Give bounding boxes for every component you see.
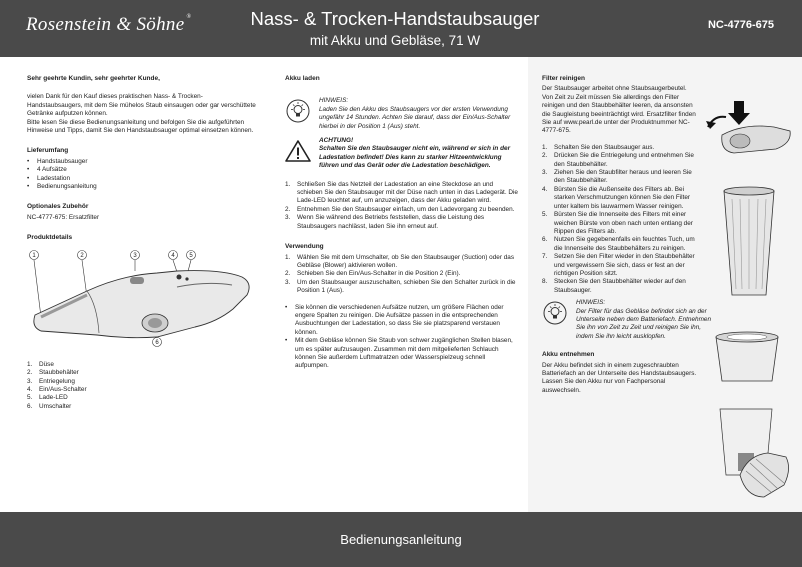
use-heading: Verwendung: [285, 243, 324, 251]
list-item: 3. Ziehen Sie den Staubfilter heraus und leeren Sie den Staubbehälter.: [542, 169, 692, 185]
hint-label: HINWEIS:: [576, 299, 606, 307]
list-item: • Sie können die verschiedenen Aufsätze nutzen, um größere Flächen oder engere Spalten zu reinigen. Die Aufsätze passen in die entsprechenden Ausbuchtungen der Ladestation, so dass Sie sie platzsparend verstauen können.: [285, 304, 518, 338]
list-item: 2. Entnehmen Sie den Staubsauger einfach, um den Ladevorgang zu beenden.: [285, 205, 515, 213]
hint-text: Der Filter für das Gebläse befindet sich an der Unterseite neben dem Batteriefach. Entnehmen Sie ihn von Zeit zu Zeit und reinigen Sie ihn, indem Sie ihn leicht ausklopfen.: [576, 307, 711, 340]
callout-2: 2: [80, 252, 84, 259]
document-subtitle: mit Akku und Gebläse, 71 W: [309, 33, 481, 48]
header-bar: [0, 0, 802, 57]
charge-heading: Akku laden: [285, 75, 320, 82]
optional-text: NC-4777-675: Ersatzfilter: [27, 213, 100, 221]
list-item: • 4 Aufsätze: [27, 166, 256, 174]
list-item: 3. Wenn Sie während des Betriebs feststellen, dass die Leistung des Staubsaugers nachlässt, laden Sie ihn erneut auf.: [285, 214, 485, 230]
use-steps: [285, 254, 518, 296]
warning-text: Schalten Sie den Staubsauger nicht ein, während er sich in der Ladestation befindet! Dies kann zu starker Hitzeentwicklung führen und das Gerät oder die Ladestation beschädigen.: [319, 145, 511, 170]
model-number: NC-4776-675: [707, 19, 774, 31]
container-illustration: [712, 327, 782, 387]
battery-heading: Akku entnehmen: [542, 351, 595, 359]
filter-heading: Filter reinigen: [542, 75, 585, 82]
filter-text: Der Staubsauger arbeitet ohne Staubsaugerbeutel. Von Zeit zu Zeit müssen Sie allerdings den Filter reinigen und den Staubbehälter leeren, da ansonsten die Saugleistung beeinträchtigt wird. Ersatzfilter finden Sie auf www.pearl.de unter der Produktnummer NC-4777-675.: [542, 85, 696, 135]
parts-list: [27, 361, 256, 411]
footer-label: Bedienungsanleitung: [340, 532, 462, 547]
list-item: 1. Schließen Sie das Netzteil der Ladestation an eine Steckdose an und schieben Sie den Staubsauger mit der Düse nach unten in das Ladegerät. Die Lade-LED leuchtet auf, um anzuzeigen, dass der Akku geladen wird.: [285, 180, 518, 205]
column-intro: [0, 57, 264, 512]
unlock-illustration: [704, 97, 794, 155]
callout-3: 3: [133, 252, 137, 259]
list-item: 5. Bürsten Sie die Innenseite des Filters mit einer weichen Bürste von oben nach unten entlang der Rippen des Filters ab.: [542, 211, 693, 235]
column-charging: [264, 57, 528, 512]
lightbulb-icon: [285, 99, 311, 123]
list-item: 2. Staubbehälter: [27, 369, 79, 377]
warning-label: ACHTUNG!: [319, 137, 354, 145]
list-item: 5. Lade-LED: [27, 394, 68, 402]
list-item: • Handstaubsauger: [27, 158, 256, 166]
footer-bar: [0, 512, 802, 567]
brand-logo: Rosenstein & Söhne ®: [26, 14, 192, 35]
list-item: 8. Stecken Sie den Staubbehälter wieder auf den Staubsauger.: [542, 278, 686, 294]
list-item: 1. Wählen Sie mit dem Umschalter, ob Sie den Staubsauger (Suction) oder das Gebläse (Blower) aktivieren wollen.: [285, 253, 515, 269]
vacuum-illustration: [27, 247, 257, 359]
document-title: Nass- & Trocken-Handstaubsauger: [250, 8, 540, 29]
column-filter: [528, 57, 802, 512]
hint-box: [542, 299, 712, 341]
warning-icon: [285, 139, 311, 163]
callout-1: 1: [32, 252, 36, 259]
filter-steps: [542, 144, 702, 295]
battery-text: Der Akku befindet sich in einem zugeschraubten Batteriefach an der Unterseite des Handstaubsaugers. Lassen Sie den Akku nur von Fachpersonal auswechseln.: [542, 361, 697, 394]
optional-heading: Optionales Zubehör: [27, 203, 89, 211]
callout-6: 6: [155, 339, 159, 346]
list-item: 6. Umschalter: [27, 402, 72, 410]
list-item: 6. Nutzen Sie gegebenenfalls ein feuchtes Tuch, um die Innenseite des Staubbehälters zu reinigen.: [542, 236, 695, 252]
hint-text: Laden Sie den Akku des Staubsaugers vor der ersten Verwendung ungefähr 14 Stunden. Achten Sie darauf, dass der Ein/Aus-Schalter hierbei in der Position 1 (Aus) steht.: [319, 105, 511, 130]
intro-paragraph-2: Bitte lesen Sie diese Bedienungsanleitung und befolgen Sie die aufgeführten Hinweise und Tipps, damit Sie den Handstaubsauger optimal einsetzen können.: [27, 118, 254, 135]
list-item: • Mit dem Gebläse können Sie Staub von schwer zugänglichen Stellen blasen, um es später aufzusaugen. Zusammen mit dem mitgelieferten Schlauch können Sie außerdem Luftmatratzen oder Wasserspielzeug schnell aufpumpen.: [285, 337, 518, 371]
list-item: 1. Schalten Sie den Staubsauger aus.: [542, 143, 655, 151]
battery-illustration: [734, 445, 794, 505]
list-item: 3. Um den Staubsauger auszuschalten, schieben Sie den Schalter zurück in die Position 1 (Aus).: [285, 278, 516, 295]
intro-paragraph: vielen Dank für den Kauf dieses praktischen Nass- & Trocken-Handstaubsaugers, mit dem Sie mühelos Staub einsaugen oder gar verschüttete Getränke aufputzen können.: [27, 93, 256, 118]
scope-heading: Lieferumfang: [27, 147, 69, 155]
list-item: 4. Bürsten Sie die Außenseite des Filters ab. Bei starken Verschmutzungen können Sie den Filter unter kaltem bis lauwarmem Wasser reinigen.: [542, 185, 691, 210]
callout-5: 5: [189, 252, 193, 259]
warning-box: [285, 137, 518, 171]
list-item: 2. Drücken Sie die Entriegelung und entnehmen Sie den Staubbehälter.: [542, 152, 694, 168]
list-item: • Ladestation: [27, 175, 256, 183]
list-item: 2. Schieben Sie den Ein/Aus-Schalter in die Position 2 (Ein).: [285, 270, 461, 278]
list-item: 7. Setzen Sie den Filter wieder in den Staubbehälter und vergewissern Sie sich, dass er fest an der richtigen Position sitzt.: [542, 253, 695, 277]
list-item: 1. Düse: [27, 360, 54, 368]
use-tips: [285, 304, 518, 371]
hint-label: HINWEIS:: [319, 97, 349, 105]
list-item: 4. Ein/Aus-Schalter: [27, 385, 87, 393]
list-item: • Bedienungsanleitung: [27, 183, 256, 191]
charge-steps: [285, 181, 518, 231]
details-heading: Produktdetails: [27, 234, 73, 242]
product-illustration: [27, 247, 256, 357]
lightbulb-icon: [542, 301, 568, 325]
hint-box: [285, 97, 518, 131]
greeting: Sehr geehrte Kundin, sehr geehrter Kunde,: [27, 75, 160, 82]
filter-illustration: [718, 185, 780, 303]
scope-list: [27, 158, 256, 192]
list-item: 3. Entriegelung: [27, 377, 75, 385]
callout-4: 4: [171, 252, 175, 259]
